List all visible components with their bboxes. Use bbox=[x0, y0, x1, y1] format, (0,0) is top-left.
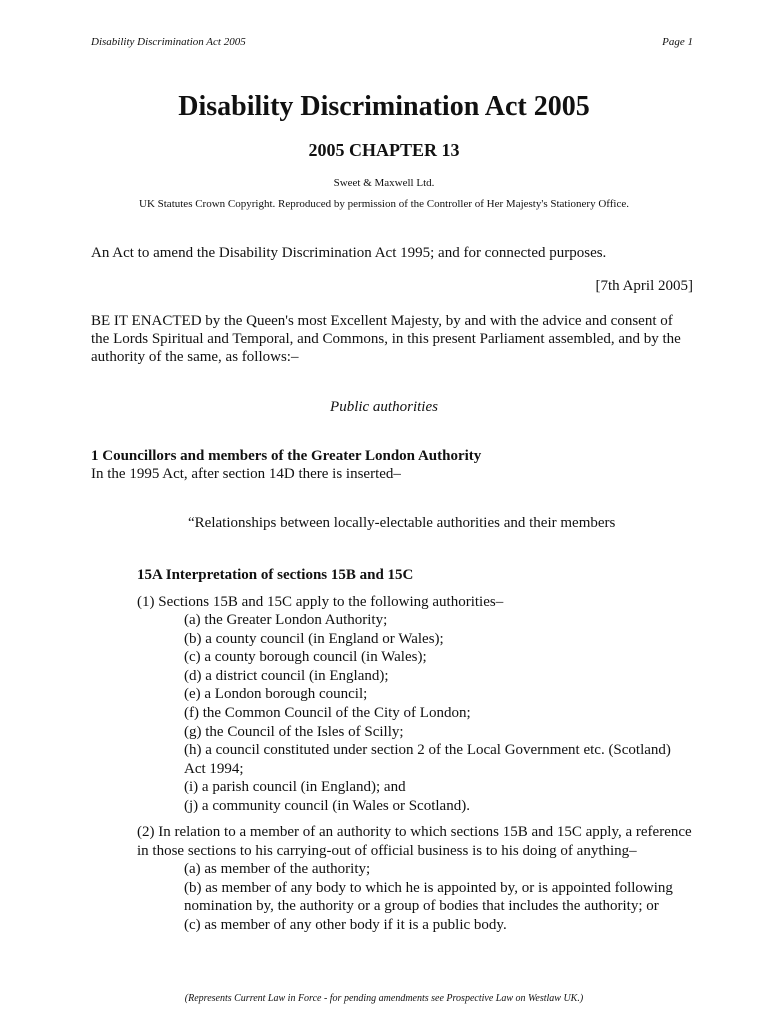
document-title: Disability Discrimination Act 2005 bbox=[178, 91, 590, 122]
subsection-2-line: (2) In relation to a member of an authority to which sections 15B and 15C apply, a reference bbox=[137, 824, 692, 840]
list-item: (g) the Council of the Isles of Scilly; bbox=[184, 723, 404, 740]
subsection-1-lead: (1) Sections 15B and 15C apply to the following authorities– bbox=[137, 594, 504, 610]
official-business-list bbox=[184, 860, 673, 934]
list-item: (e) a London borough council; bbox=[184, 686, 368, 703]
list-item: (a) the Greater London Authority; bbox=[184, 612, 388, 628]
authority-list bbox=[184, 611, 671, 816]
list-item: (b) a county council (in England or Wales); bbox=[184, 630, 444, 647]
list-item: (c) as member of any other body if it is a public body. bbox=[184, 916, 507, 933]
chapter-heading: 2005 CHAPTER 13 bbox=[308, 140, 460, 160]
section-intro: In the 1995 Act, after section 14D there is inserted– bbox=[91, 466, 401, 482]
list-item: (b) as member of any body to which he is appointed by, or is appointed following bbox=[184, 879, 673, 896]
enacting-formula-line: authority of the same, as follows:– bbox=[91, 349, 299, 365]
royal-assent-date: [7th April 2005] bbox=[595, 278, 693, 294]
list-item: (j) a community council (in Wales or Scotland). bbox=[184, 797, 470, 814]
cross-heading: Public authorities bbox=[330, 399, 438, 415]
list-item: (a) as member of the authority; bbox=[184, 861, 371, 877]
subsection-heading-15a: 15A Interpretation of sections 15B and 15C bbox=[137, 567, 414, 583]
enacting-formula bbox=[91, 312, 681, 366]
subsection-2-lead bbox=[137, 823, 692, 860]
list-item: (i) a parish council (in England); and bbox=[184, 779, 406, 796]
list-item: (c) a county borough council (in Wales); bbox=[184, 649, 427, 666]
list-item: (h) a council constituted under section 2 of the Local Government etc. (Scotland) bbox=[184, 742, 671, 759]
section-heading: 1 Councillors and members of the Greater London Authority bbox=[91, 448, 482, 464]
inserted-heading: “Relationships between locally-electable authorities and their members bbox=[188, 515, 616, 531]
list-item-continuation: nomination by, the authority or a group of bodies that includes the authority; or bbox=[184, 898, 659, 915]
enacting-formula-line: the Lords Spiritual and Temporal, and Commons, in this present Parliament assembled, and by the bbox=[91, 331, 681, 347]
running-header-title: Disability Discrimination Act 2005 bbox=[91, 36, 246, 48]
list-item-continuation: Act 1994; bbox=[184, 760, 244, 777]
page-footer: (Represents Current Law in Force - for pending amendments see Prospective Law on Westlaw UK.) bbox=[184, 993, 584, 1004]
page-number: Page 1 bbox=[662, 36, 693, 48]
subsection-2-line: in those sections to his carrying-out of official business is to his doing of anything– bbox=[137, 842, 637, 859]
long-title: An Act to amend the Disability Discrimination Act 1995; and for connected purposes. bbox=[91, 245, 607, 261]
copyright-line: UK Statutes Crown Copyright. Reproduced by permission of the Controller of Her Majesty's Stationery Office. bbox=[139, 198, 629, 210]
list-item: (f) the Common Council of the City of London; bbox=[184, 704, 471, 721]
list-item: (d) a district council (in England); bbox=[184, 667, 389, 684]
publisher-line: Sweet & Maxwell Ltd. bbox=[333, 177, 435, 189]
enacting-formula-line: BE IT ENACTED by the Queen's most Excellent Majesty, by and with the advice and consent of bbox=[91, 313, 673, 329]
